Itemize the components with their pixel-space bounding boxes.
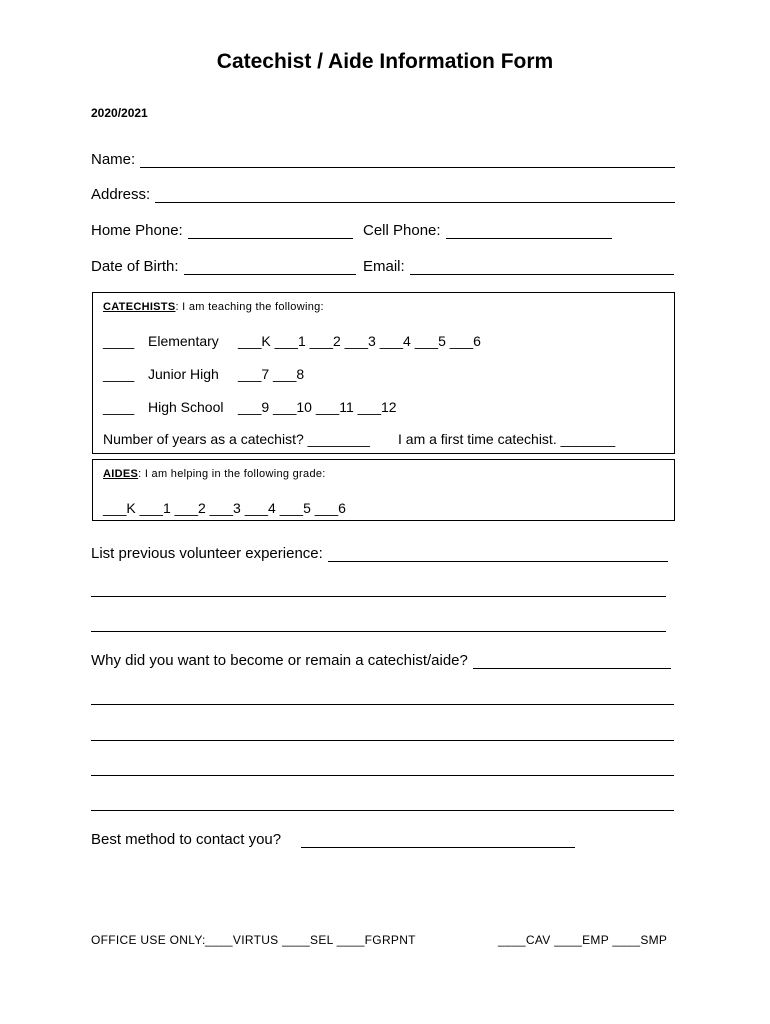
catechists-box [92,292,675,454]
volunteer-field [91,545,668,562]
address-field [91,186,675,203]
high-school-label: High School [148,399,224,415]
cell-phone-input-line[interactable] [446,224,612,239]
address-input-line[interactable] [155,188,675,203]
why-input-line[interactable] [473,654,671,669]
elementary-grades[interactable]: ___K ___1 ___2 ___3 ___4 ___5 ___6 [238,333,481,349]
office-use-right-items[interactable]: ____CAV ____EMP ____SMP [498,933,668,947]
first-time-catechist[interactable]: I am a first time catechist. _______ [398,431,616,447]
junior-high-label: Junior High [148,366,219,382]
volunteer-input-line[interactable] [328,547,668,562]
home-phone-label: Home Phone: [91,222,183,239]
high-school-grades[interactable]: ___9 ___10 ___11 ___12 [238,399,397,415]
contact-label: Best method to contact you? [91,831,282,848]
volunteer-answer-line[interactable] [91,631,666,632]
aides-grades[interactable]: ___K ___1 ___2 ___3 ___4 ___5 ___6 [103,500,346,516]
why-label: Why did you want to become or remain a catechist/aide? [91,652,468,669]
aides-heading: AIDES: I am helping in the following grade: [103,468,326,480]
address-label: Address: [91,186,151,203]
email-label: Email: [363,258,405,275]
dob-input-line[interactable] [184,260,356,275]
high-school-checkbox-line[interactable]: ____ [103,399,135,415]
years-as-catechist[interactable]: Number of years as a catechist? ________ [103,431,370,447]
catechist-row-elementary [103,333,134,349]
office-use-left-items[interactable]: ____VIRTUS ____SEL ____FGRPNT [205,933,416,947]
email-input-line[interactable] [410,260,674,275]
elementary-label: Elementary [148,333,219,349]
contact-input-line[interactable] [301,833,575,848]
name-label: Name: [91,151,136,168]
email-field [363,258,674,275]
form-title: Catechist / Aide Information Form [216,50,554,73]
why-answer-line[interactable] [91,810,674,811]
elementary-checkbox-line[interactable]: ____ [103,333,135,349]
why-answer-line[interactable] [91,740,674,741]
dob-label: Date of Birth: [91,258,179,275]
dob-field [91,258,356,275]
contact-field [91,831,575,848]
volunteer-label: List previous volunteer experience: [91,545,323,562]
cell-phone-label: Cell Phone: [363,222,441,239]
name-field [91,151,675,168]
why-answer-line[interactable] [91,775,674,776]
volunteer-answer-line[interactable] [91,596,666,597]
why-field [91,652,671,669]
cell-phone-field [363,222,612,239]
catechists-heading: CATECHISTS: I am teaching the following: [103,301,324,313]
name-input-line[interactable] [140,153,675,168]
why-answer-line[interactable] [91,704,674,705]
junior-high-grades[interactable]: ___7 ___8 [238,366,305,382]
home-phone-input-line[interactable] [188,224,353,239]
office-use-label: OFFICE USE ONLY: [91,933,206,947]
aides-box [92,459,675,521]
home-phone-field [91,222,353,239]
school-year: 2020/2021 [91,106,148,120]
junior-high-checkbox-line[interactable]: ____ [103,366,135,382]
